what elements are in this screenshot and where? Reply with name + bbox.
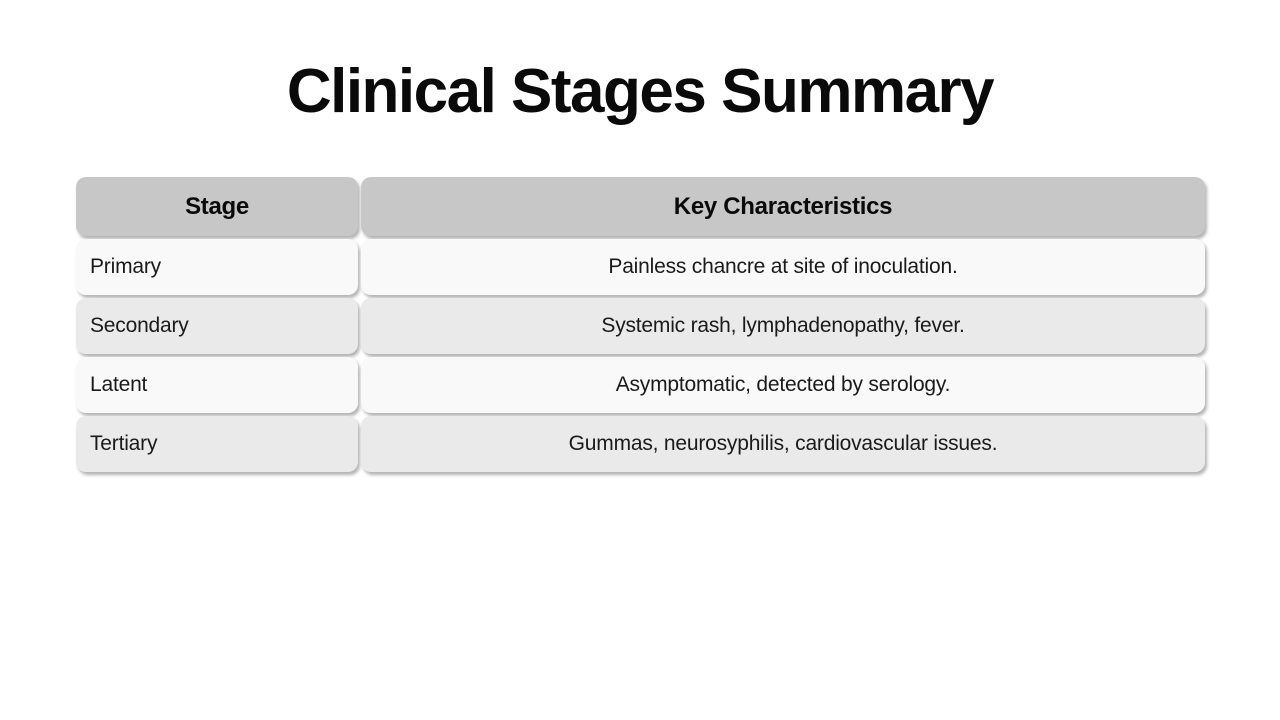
table-row-tertiary-stage: Tertiary	[76, 416, 358, 472]
table-row-secondary-stage: Secondary	[76, 298, 358, 354]
table-row-tertiary-characteristics: Gummas, neurosyphilis, cardiovascular issues.	[361, 416, 1205, 472]
table-header-key-characteristics: Key Characteristics	[361, 177, 1205, 236]
table-row-primary-stage: Primary	[76, 239, 358, 295]
page-title: Clinical Stages Summary	[286, 57, 994, 126]
table-row-latent-stage: Latent	[76, 357, 358, 413]
table-row-latent-characteristics: Asymptomatic, detected by serology.	[361, 357, 1205, 413]
table-row-secondary-characteristics: Systemic rash, lymphadenopathy, fever.	[361, 298, 1205, 354]
table-row-primary-characteristics: Painless chancre at site of inoculation.	[361, 239, 1205, 295]
clinical-stages-table	[76, 177, 1205, 472]
table-header-stage: Stage	[76, 177, 358, 236]
